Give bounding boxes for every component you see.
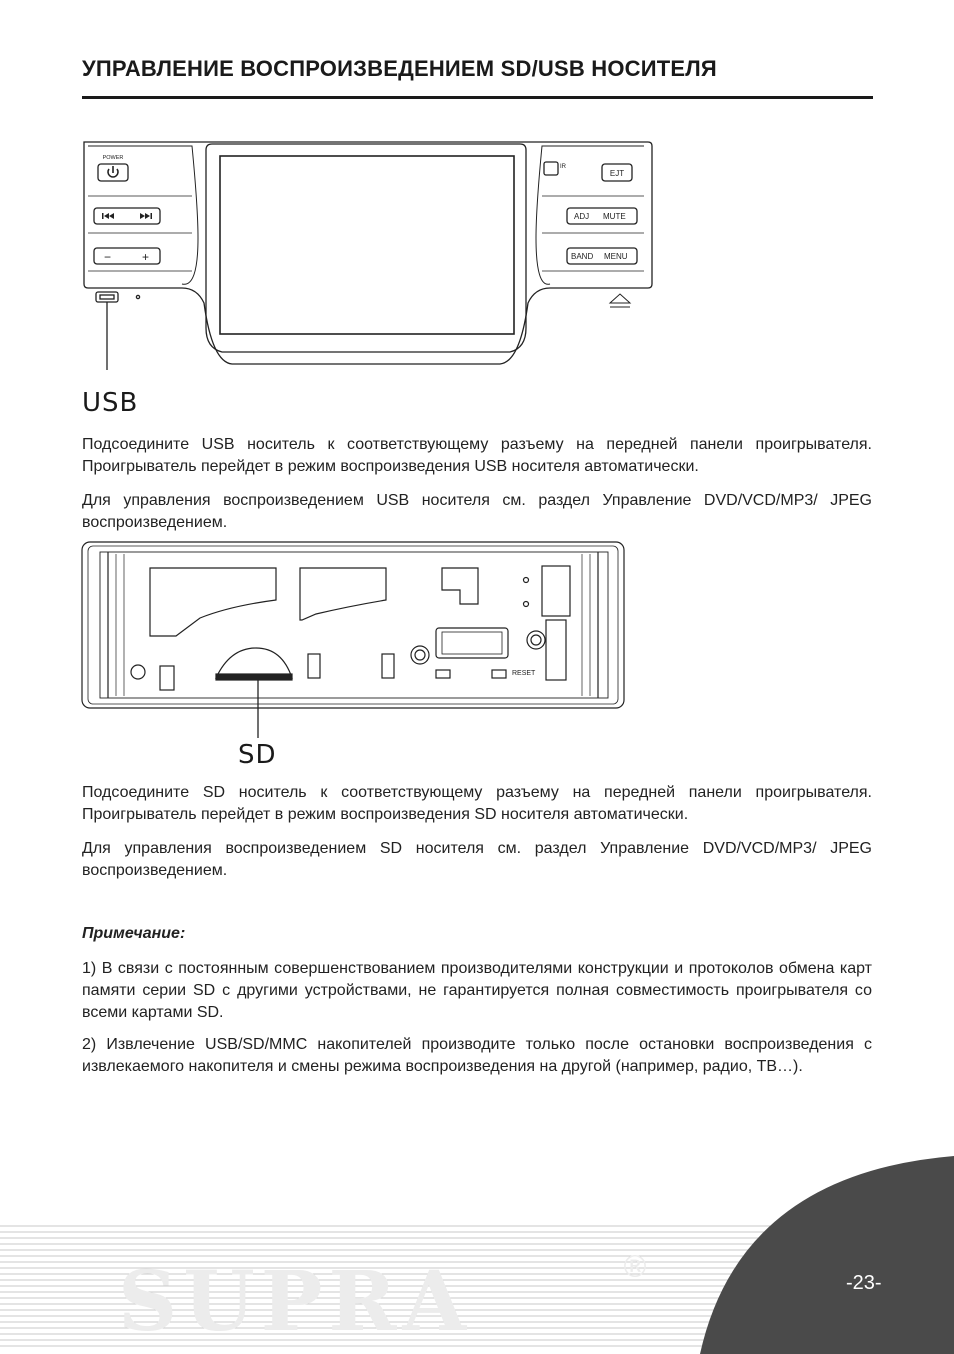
volume-minus-label: − bbox=[104, 250, 112, 264]
band-label: BAND bbox=[571, 252, 594, 261]
page-number: -23- bbox=[846, 1272, 882, 1294]
usb-callout-label: USB bbox=[82, 388, 139, 418]
volume-plus-label: + bbox=[142, 250, 150, 264]
sd-slot-illustration bbox=[80, 540, 626, 738]
usb-paragraph-2: Для управления воспроизведением USB носителя см. раздел Управление DVD/VCD/MP3/ JPEG воспроизведением. bbox=[82, 492, 872, 531]
note-title: Примечание: bbox=[82, 925, 186, 942]
adj-label: ADJ bbox=[574, 212, 590, 221]
power-label: POWER bbox=[102, 155, 124, 161]
page-title: УПРАВЛЕНИЕ ВОСПРОИЗВЕДЕНИЕМ SD/USB НОСИТЕЛЯ bbox=[82, 56, 717, 81]
mute-label: MUTE bbox=[603, 212, 626, 221]
menu-label: MENU bbox=[604, 252, 628, 261]
ir-label: IR bbox=[560, 164, 566, 170]
eject-label: EJT bbox=[609, 169, 625, 178]
front-panel-illustration bbox=[80, 138, 654, 370]
supra-watermark-logo: SUPRA bbox=[118, 1254, 473, 1350]
usb-paragraph-1: Подсоедините USB носитель к соответствующему разъему на передней панели проигрывателя. Проигрыватель перейдет в режим воспроизведения USB носителя автоматически. bbox=[82, 436, 872, 475]
note-item-1: 1) В связи с постоянным совершенствованием производителями конструкции и протоколов обмена карт памяти серии SD с другими устройствами, не гарантируется полная совместимость проигрывателя со всеми картами SD. bbox=[82, 960, 872, 1021]
registered-mark: ® bbox=[620, 1250, 650, 1285]
sd-paragraph-1: Подсоедините SD носитель к соответствующему разъему на передней панели проигрывателя. Проигрыватель перейдет в режим воспроизведения SD носителя автоматически. bbox=[82, 784, 872, 823]
title-divider bbox=[82, 96, 873, 99]
sd-callout-label: SD bbox=[238, 740, 277, 770]
reset-label: RESET bbox=[512, 670, 536, 677]
page-corner-decoration bbox=[700, 1154, 954, 1354]
note-item-2: 2) Извлечение USB/SD/MMC накопителей производите только после остановки воспроизведения с извлекаемого накопителя и смены режима воспроизведения на другой (например, радио, ТВ…). bbox=[82, 1036, 872, 1075]
sd-paragraph-2: Для управления воспроизведением SD носителя см. раздел Управление DVD/VCD/MP3/ JPEG воспроизведением. bbox=[82, 840, 872, 879]
